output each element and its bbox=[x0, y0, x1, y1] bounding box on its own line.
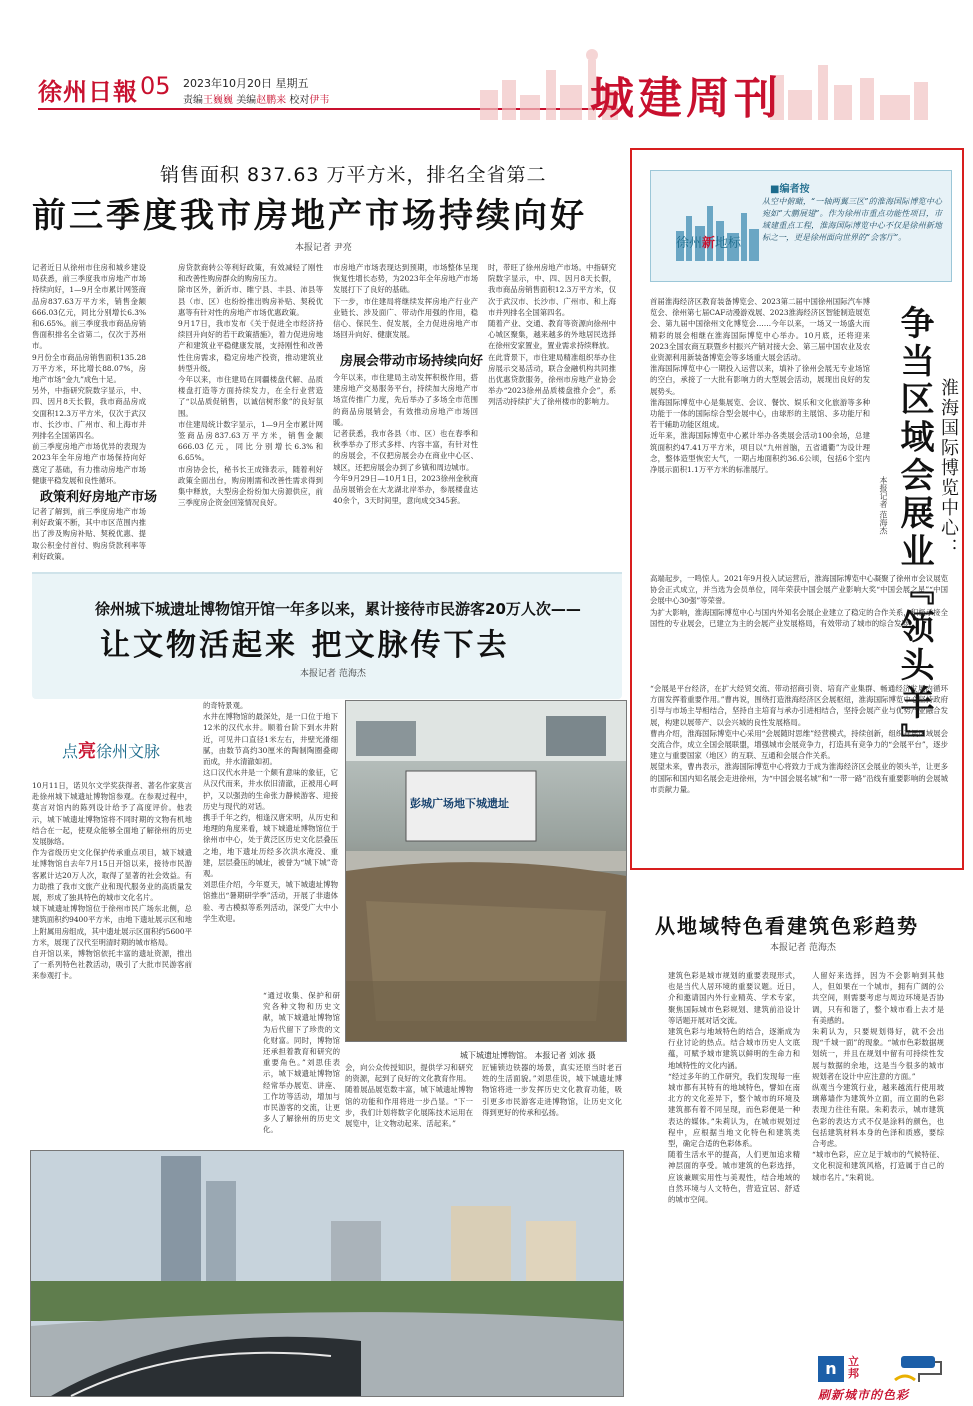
architecture-byline: 本报记者 范海杰 bbox=[770, 943, 836, 953]
architecture-headline: 从地域特色看建筑色彩趋势 bbox=[655, 914, 919, 938]
editor-note-label: ■编者按 bbox=[770, 184, 810, 195]
museum-photo-drawing bbox=[346, 701, 626, 1041]
culture-byline: 本报记者 范海杰 bbox=[300, 669, 366, 679]
editor-prefix-1: 责编 bbox=[183, 95, 203, 106]
brand-name: 立邦 bbox=[848, 1355, 859, 1380]
lead-column-3b: 今年以来，市住建局主动发挥积极作用，搭建房地产交易服务平台，持续加大房地产市场宣传推广力度，先后举办了多场全市范围的商品房展销会，有效推动房地产市场回暖。 记者获悉，我市各县（市、区）也在春季和秋季举办了形式多样、内容丰富，有针对性的房展会，不仅把房展会办在商业中心区、城区，还把房展会办到了乡镇和周边城市。 今年9月29日—10月1日，2023徐州金秋商品房展销会在大龙湖北岸举办，参展楼盘达40余个，3天时间里，意向成交345套。 bbox=[333, 373, 478, 506]
culture-column-2: 的奇特景观。 水井在博物馆的最深处，是一口位于地下12米的汉代水井。顺着台阶下到水井附近，可见井口直径1米左右，井壁光滑细腻，由数节高约30厘米的陶制陶圈叠砌而成，井水清澈如初。 这口汉代水井是一个颇有意味的象征，它从汉代而来，井水依旧清澈，正被用心呵护，又以强劲的生命张力静候游客、迎接历史与现代的对话。 携手千年之约，相逢汉唐宋明，从历史和地理的角度来看，城下城遗址博物馆位于徐州市中心，处于黄泛区历史文化层叠压之地，地下遗址历经多次洪水淹没、重建，层层叠压的城址，被誉为“城下城”奇观。 刘思佳介绍，今年夏天，城下城遗址博物馆推出“暑期研学季”活动，开展了非遗体验、考古模拟等系列活动，深受广大中小学生欢迎。 bbox=[203, 701, 338, 923]
issue-date: 2023年10月20日 星期五 bbox=[183, 77, 309, 90]
museum-photo-exterior bbox=[30, 1150, 624, 1397]
lead-column-2: 房贷款商转公等利好政策，有效减轻了刚性和改善性购房群众的购房压力。 除市区外，新沂市、睢宁县、丰县、沛县等县（市、区）也纷纷推出购房补贴、契税优惠等有针对性的房地产市场优惠政策。 9月17日，我市发布《关于促进全市经济持续回升向好的若干政策措施》，着力促进房地产和建筑业平稳健康发展，支持刚性和改善性住房需求，稳定房地产投资，推动建筑业转型升级。 今年以来，市住建局在同疆楼盘代解、品质楼盘打造等方面持续发力，在全行业营造了“以品质促销售，以诚信树形象”的良好氛围。 市住建局统计数字显示，1—9月全市累计网签商品房837.63万平方米，销售金额666.03亿元，同比分别增长6.3%和6.65%。 市房协会长，秘书长王成锋表示，随着利好政策全面出台，购房刚需和改善性需求得到集中释放，大型房企纷纷加大房源供应，前三季度房企资金回笼情况良好。 bbox=[178, 263, 323, 508]
paint-roller-icon bbox=[895, 1352, 945, 1386]
culture-column-4: 匠铺锁边铁器的场景，真实还原当时老百姓的生活面貌。”刘思佳说，城下城遗址博物馆将进一步发挥历史文化教育功能，吸引更多市民游客走进博物馆，让历史文化得到更好的传承和弘扬。 bbox=[482, 1063, 622, 1117]
feature-subheadline: 淮海国际博览中心： bbox=[938, 378, 959, 558]
lead-byline: 本报记者 尹亮 bbox=[295, 243, 352, 253]
photo-caption: 城下城遗址博物馆。 本报记者 刘冰 摄 bbox=[460, 1051, 596, 1060]
editor-name-1: 王巍巍 bbox=[203, 95, 233, 106]
museum-sign-text: 彭城广场地下城遗址 bbox=[410, 797, 509, 810]
culture-column-2b: “通过收集、保护和研究各种文物和历史文献，城下城遗址博物馆为后代留下了珍贵的文化财富。同时，博物馆还承担着教育和研究的重要角色。”刘思佳表示，城下城遗址博物馆经常举办展览、讲座、工作坊等活动，增加与市民游客的交流，让更多人了解徐州的历史文化。 bbox=[263, 991, 340, 1135]
newspaper-logo: 徐州日報 bbox=[38, 77, 138, 106]
lead-column-4: 时，带旺了徐州房地产市场。中指研究院数字显示，中、四、因月8天长假，我市商品房销售面积12.3万平方米，仅次于武汉市、长沙市、广州市、和上海市并列排名全国第四名。 随着产业、交通、教育等资源向徐州中心城区聚集，越来越多的外地居民选择在徐州安家置业，置业需求持续释放。 在此背景下，市住建局精准组织举办住房展示交易活动，联合金融机构共同推出优惠贷款服务，徐州市房地产业协会举办“2023徐州品质楼盘推介会”，系列活动持续扩大了徐州楼市的影响力。 bbox=[488, 263, 616, 407]
lead-subhead-expo: 房展会带动市场持续向好 bbox=[340, 354, 484, 369]
tag-prefix: 点 bbox=[62, 742, 79, 761]
city-skyline-icon bbox=[671, 201, 771, 261]
lead-headline: 前三季度我市房地产市场持续向好 bbox=[32, 196, 587, 236]
feature-byline: 本报记者 范海杰 bbox=[879, 476, 888, 535]
logo-suffix: 地标 bbox=[715, 236, 742, 251]
feature-body-3: “会展是平台经济，在扩大经贸交流、带动招商引资、培育产业集群、畅通经济发展内循环方面发挥着重要作用。”曹冉说，围绕打造淮海经济区会展枢纽，淮海国际博览中心坚持政府引导与市场主导相结合，坚持自主培育与承办引进相结合，坚持会展产业与优势产业融合发展，构建以展带产、以会兴城的良性发展格局。 曹冉介绍，淮海国际博览中心采用“会展随时思维”经营模式，持续创新，组织开展区域展会交流合作，成立全国会展联盟，增强城市会展竞争力，打造具有竞争力的“会展平台”，逐步建立与重要国家（地区）的互联、互通和会展合作关系。 展望未来，曹冉表示，淮海国际博览中心将致力于成为淮海经济区会展业的领头羊，让更多的国际和国内知名展会走进徐州，为“中国会展名城”和“一带一路”沿线有重要影响的会展城市贡献力量。 bbox=[650, 684, 948, 794]
column-logo-landmark bbox=[676, 232, 741, 251]
culture-headline: 让文物活起来 把文脉传下去 bbox=[100, 628, 510, 663]
page-number: 05 bbox=[140, 72, 171, 100]
feature-body-1: 首届淮海经济区教育装备博览会、2023第二届中国徐州国际汽车博览会、徐州第七届CAF动漫游戏展、2023淮海经济区智能制造展览会、第九届中国徐州文化博览会……今年以来，一场又一场盛大而精彩的展会相继在淮海国际博览中心举办。10月底，还将迎来2023全国农商互联暨乡村振兴产销对接大会、第三届中国农业及农业资源利用新装备博览会等多场重大展会活动。 淮海国际博览中心一期投入运营以来，填补了徐州会展无专业场馆的空白，承接了一大批有影响力的大型展会活动，展现出良好的发展势头。 淮海国际博览中心是集展览、会议、餐饮、娱乐和文化旅游等多种功能于一体的国际综合型会展中心，由球形的主展馆、多功能厅和若干辅助功能区组成。 近年来，淮海国际博览中心累计举办各类展会活动100余场，总建筑面积约47.41万平方米，项目以“九州首脑，五省通衢”为设计理念，整体造型恢宏大气，一期占地面积约36.6公顷，包括6个室内净展示面积1.1万平方米的标准展厅。 bbox=[650, 297, 870, 475]
editor-name-2: 赵鹏来 bbox=[256, 95, 287, 106]
editor-prefix-3: 校对 bbox=[289, 95, 310, 106]
tag-suffix: 徐州文脉 bbox=[96, 742, 161, 761]
lead-subhead-policy: 政策利好房地产市场 bbox=[40, 490, 158, 505]
section-title: 城建周刊 bbox=[590, 73, 782, 124]
lead-column-1: 记者近日从徐州市住房和城乡建设局获悉，前三季度我市房地产市场持续向好，1—9月全市累计网签商品房837.63万平方米，销售金额666.03亿元，同比分别增长6.3%和6.65%。前三季度我市商品房销售面积排名全省第二，仅次于苏州市。 9月份全市商品房销售面积135.28万平方米，环比增长88.07%，房地产市场“金九”成色十足。 另外，中指研究院数字显示，中、四、因月8天长假，我市商品房成交面积12.3万平方米，仅次于武汉市、长沙市、广州市、和上海市并列排名全国第四名。 前三季度房地产市场优异的表现为2023年全年房地产市场保持向好奠定了基础，有力推动房地产市场健康平稳发展和良性循环。 bbox=[32, 263, 146, 485]
editor-name-3: 伊韦 bbox=[309, 95, 330, 106]
lead-column-1b: 记者了解到，前三季度房地产市场利好政策不断，其中市区范围内推出了涉及购房补贴、契税优惠、提取公积金付首付、购房贷款利率等利好政策。 bbox=[32, 507, 146, 561]
culture-subheadline: 徐州城下城遗址博物馆开馆一年多以来，累计接待市民游客20万人次—— bbox=[95, 600, 581, 618]
editor-prefix-2: 美编 bbox=[236, 95, 257, 106]
logo-highlight: 新 bbox=[702, 236, 716, 251]
feature-headline: 争当区域会展业『领头羊』 bbox=[894, 305, 934, 761]
exterior-photo-drawing bbox=[31, 1151, 623, 1396]
tag-highlight: 亮 bbox=[78, 741, 97, 762]
editor-credits bbox=[183, 91, 329, 106]
logo-prefix: 徐州 bbox=[676, 236, 703, 251]
museum-photo-interior bbox=[345, 700, 627, 1042]
editor-note-text: 从空中俯瞰，“一轴两翼三区”的淮海国际博览中心宛如“大鹏展翅”。作为徐州市重点功能性项目，市域建重点工程，淮海国际博览中心不仅是徐州新地标之一，更是徐州面向世界的“会客厅”。 bbox=[762, 197, 942, 242]
lead-subheadline: 销售面积 837.63 万平方米，排名全省第二 bbox=[160, 164, 547, 186]
column-tag-culture bbox=[62, 737, 160, 763]
culture-column-3: 会，向公众传授知识，提供学习和研究的资源，起到了良好的文化教育作用。 随着展品展览数丰富，城下城遗址博物馆的功能和作用将进一步凸显。“下一步，我们计划将数字化展陈技术运用在展览中，让文物动起来、活起来。” bbox=[345, 1063, 473, 1129]
architecture-column-2: 人留好来选择，因为不会影响到其他人，但如果在一个城市，拥有广阔的公共空间，则需要考虑与周边环境是否协调，只有和谐了，整个城市看上去才是有美感的。 朱莉认为，只要规划得好，就不会出现“千城一面”的现象。“城市色彩数据规划统一，并且在规划中留有可持续性发展与数据的余地，这是当今很多的城市规划者在设计中应注意的方面。” 纵观当今建筑行业，越来越流行使用玻璃幕墙作为建筑外立面，而立面的色彩表现力往往有限。朱莉表示，城市建筑色彩的表达方式不仅是涂料的颜色，也包括建筑材料本身的色泽和质感，要综合考虑。 “城市色彩，应立足于城市的气候特征、文化积淀和建筑风格，打造属于自己的城市名片。”朱莉说。 bbox=[812, 971, 944, 1182]
brand-slogan: 刷新城市的色彩 bbox=[818, 1388, 910, 1402]
architecture-column-1: 建筑色彩是城市规划的重要表现形式，也是当代人居环境的重要议题。近日，介和邀请国内外行业精英、学术专家，聚焦国际城市色彩规划、建筑前沿设计等话题开展对话交流。 建筑色彩与地域特色的结合，逐渐成为行业讨论的热点。结合城市历史人文底蕴，可赋予城市建筑以鲜明的生命力和地域特性的文化内涵。 “经过多年的工作研究，我们发现每一座城市都有其特有的地域特色，譬如在南北方的文化差异下，整个城市的环境及建筑都有着不同呈现，而色彩便是一种表达的媒体。”朱莉认为，在城市规划过程中，应根据当地文化特色和建筑类型，确定合适的色彩体系。 随着生活水平的提高，人们更加追求精神层面的享受。城市建筑的色彩选择，应该兼顾实用性与美观性，结合地域的自然环境与人文特色，营造宜居、舒适的城市空间。 bbox=[668, 971, 800, 1205]
feature-body-2: 高端起步，一鸣惊人。2021年9月投入试运营后，淮海国际博览中心凝聚了徐州市会议展览协会正式成立，并当选为会员单位，同年荣获中国会展产业影响大奖“中国会展之星”“中国会展中心30强”等荣誉。 为扩大影响，淮海国际博览中心与国内外知名会展企业建立了稳定的合作关系，积极承接全国性的专业展会，已建立为主的会展产业发展格局，有效带动了城市的综合发展。 bbox=[650, 574, 948, 628]
culture-column-1: 10月11日，诺贝尔文学奖获得者、著名作家莫言赴徐州城下城遗址博物馆参观。在参观过程中，莫言对馆内的陈列设计给予了高度评价。他表示，城下城遗址博物馆将不同时期的文物有机地结合在一起，使观众能够全面地了解徐州的历史发展脉络。 作为省级历史文化保护传承重点项目，城下城遗址博物馆自去年7月15日开馆以来，接待市民游客累计达20万人次，取得了显著的社会效益。有力助推了我市文旅产业和现代服务业的高质量发展，形成了独具特色的城市文化名片。 城下城遗址博物馆位于徐州市民广场东北侧，总建筑面积约9400平方米，由地下遗址展示区和地上附属用房组成，其中遗址展示区面积约5600平方米，展现了汉代至明清时期的城市格局。 自开馆以来，博物馆依托丰富的遗址资源，推出了一系列特色社教活动，吸引了大批市民游客前来参观打卡。 bbox=[32, 781, 192, 981]
lead-column-3: 市房地产市场表现达到预期，市场整体呈现恢复性增长态势，为2023年全年房地产市场发展打下了良好的基础。 下一步，市住建局将继续发挥房地产行业产业链长、涉及面广、带动作用强的作用，稳信心、保民生、促发展，全力促进房地产市场回升向好、健康发展。 bbox=[333, 263, 478, 340]
brand-logo-icon: n bbox=[818, 1356, 844, 1382]
